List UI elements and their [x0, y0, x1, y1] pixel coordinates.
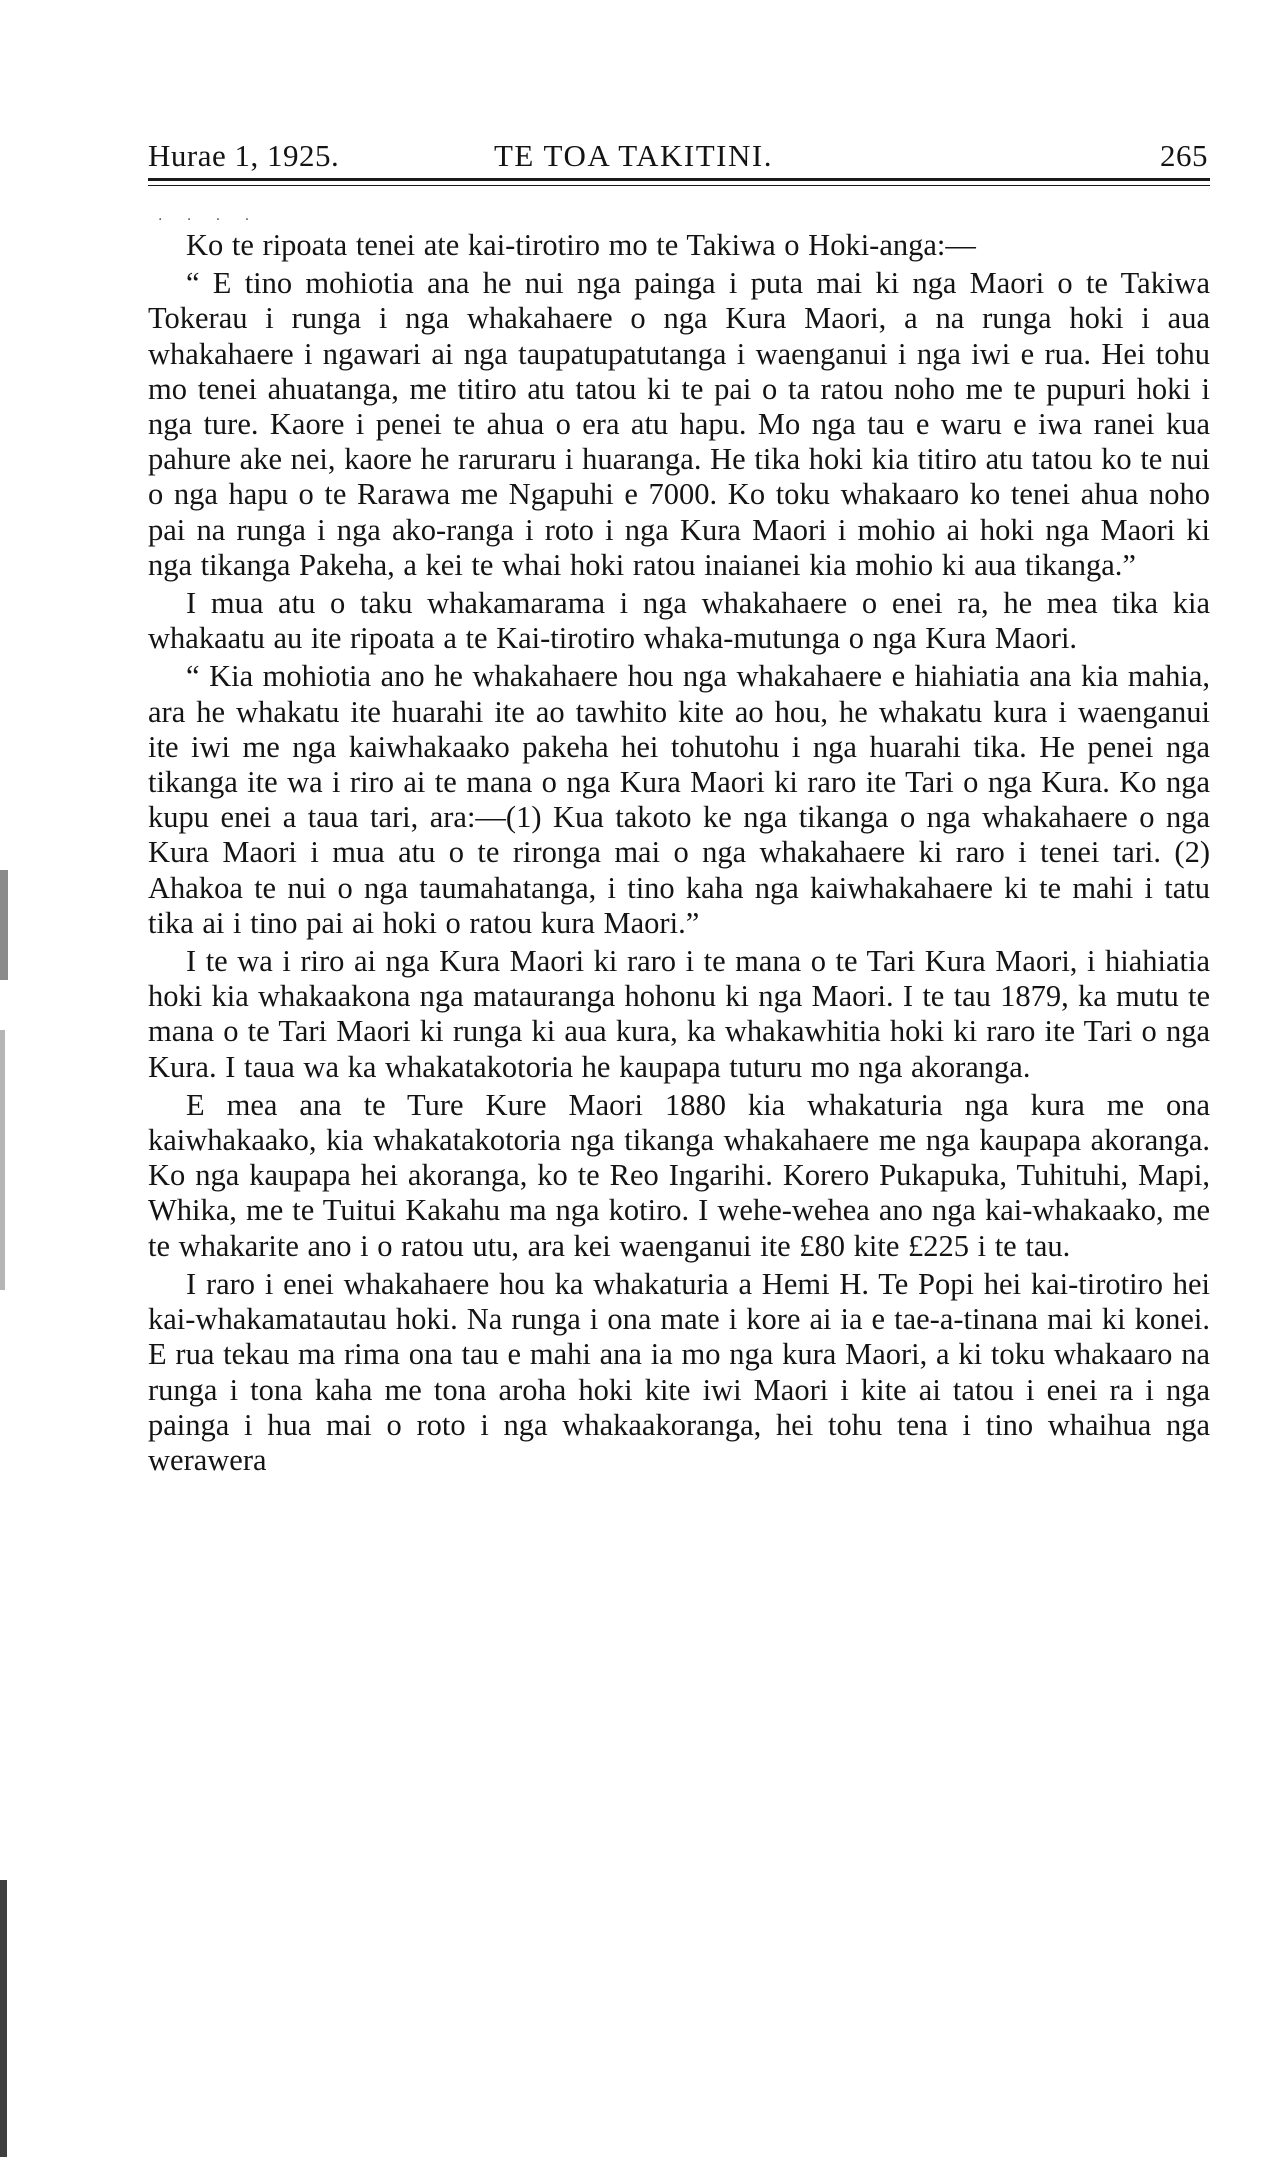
page-number: 265 [1160, 138, 1208, 173]
article-body [148, 228, 1210, 1481]
paragraph: E mea ana te Ture Kure Maori 1880 kia whakaturia nga kura me ona kaiwhakaako, kia whakatakotoria nga tikanga whakahaere me nga kaupapa akoranga. Ko nga kaupapa hei akoranga, ko te Reo Ingarihi. Korero Pukapuka, Tuhituhi, Mapi, Whika, me te Tuitui Kakahu ma nga kotiro. I wehe-wehea ano nga kai-whakaako, me te whakarite ano i o ratou utu, ara kei waenganui ite £80 kite £225 i te tau. [148, 1087, 1210, 1263]
binding-edge-mark [0, 1030, 5, 1290]
paragraph: I mua atu o taku whakamarama i nga whakahaere o enei ra, he mea tika kia whakaatu au ite ripoata a te Kai-tirotiro whaka-mutunga o nga Kura Maori. [148, 586, 1210, 656]
header-date: Hurae 1, 1925. [148, 138, 340, 173]
binding-edge-mark [0, 1880, 7, 2157]
header-rule [148, 178, 1210, 181]
print-specks: · · · · [158, 212, 260, 228]
paragraph: “ E tino mohiotia ana he nui nga painga i puta mai ki nga Maori o te Takiwa Tokerau i runga i nga whakahaere o nga Kura Maori, a na runga hoki i aua whakahaere i ngawari ai nga taupatupatutanga i waenganui i nga iwi e rua. Hei tohu mo tenei ahuatanga, me titiro atu tatou ki te pai o ta ratou noho me te pupuri hoki i nga ture. Kaore i penei te ahua o era atu hapu. Mo nga tau e waru e iwa ranei kua pahure ake nei, kaore he raruraru i huaranga. He tika hoki kia titiro atu tatou ko te nui o nga hapu o te Rarawa me Ngapuhi e 7000. Ko toku whakaaro ko tenei ahua noho pai na runga i nga ako-ranga i roto i nga Kura Maori i mohio ai hoki nga Maori ki nga tikanga Pakeha, a kei te whai hoki ratou inaianei kia mohio ki aua tikanga.” [148, 266, 1210, 582]
running-header [148, 138, 1208, 178]
header-rule-thin [148, 185, 1210, 186]
paragraph: I te wa i riro ai nga Kura Maori ki raro i te mana o te Tari Kura Maori, i hiahiatia hoki kia whakaakona nga matauranga hohonu ki nga Maori. I te tau 1879, ka mutu te mana o te Tari Maori ki runga ki aua kura, ka whakawhitia hoki ki raro ite Tari o nga Kura. I taua wa ka whakatakotoria he kaupapa tuturu mo nga akoranga. [148, 944, 1210, 1084]
paragraph: Ko te ripoata tenei ate kai-tirotiro mo te Takiwa o Hoki-anga:— [186, 228, 976, 262]
paragraph: I raro i enei whakahaere hou ka whakaturia a Hemi H. Te Popi hei kai-tirotiro hei kai-whakamatautau hoki. Na runga i ona mate i kore ai ia e tae-a-tinana mai ki konei. E rua tekau ma rima ona tau e mahi ana ia mo nga kura Maori, a ki toku whakaaro na runga i tona kaha me tona aroha hoki kite iwi Maori i kite ai tatou i enei ra i nga painga i hua mai o roto i nga whakaakoranga, hei tohu tena i tino whaihua nga werawera [148, 1266, 1210, 1477]
journal-title: TE TOA TAKITINI. [494, 138, 773, 173]
paragraph: “ Kia mohiotia ano he whakahaere hou nga whakahaere e hiahiatia ana kia mahia, ara he whakatu ite huarahi ite ao tawhito kite ao hou, he whakatu kura i waenganui ite iwi me nga kaiwhakaako pakeha hei tohutohu i nga huarahi tika. He penei nga tikanga ite wa i riro ai te mana o nga Kura Maori ki raro ite Tari o nga Kura. Ko nga kupu enei a taua tari, ara:—(1) Kua takoto ke nga tikanga o nga whakahaere o nga Kura Maori i mua atu o te rironga mai o nga whakahaere ki raro i tenei tari. (2) Ahakoa te nui o nga taumahatanga, i tino kaha nga kaiwhakahaere ki te mahi i tatu tika ai i tino pai ai hoki o ratou kura Maori.” [148, 659, 1210, 940]
binding-edge-mark [0, 870, 8, 980]
